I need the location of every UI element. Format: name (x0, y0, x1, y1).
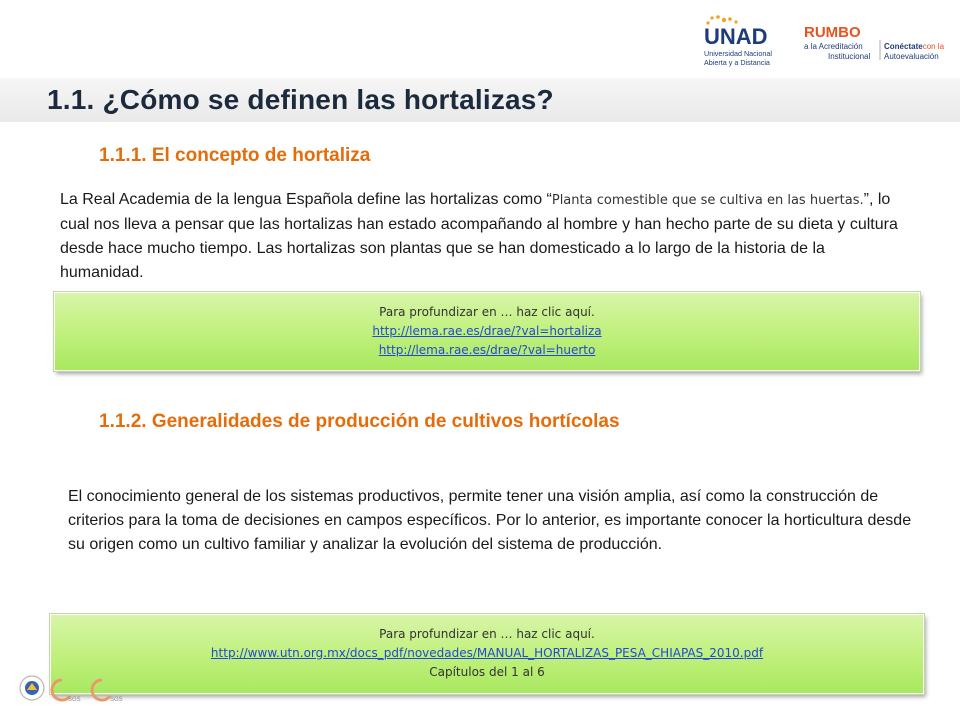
callout-intro-text: Para profundizar en … haz clic aquí. (379, 627, 595, 641)
rumbo-right-1b: con la (922, 42, 945, 51)
callout-chapters-note: Capítulos del 1 al 6 (429, 665, 545, 679)
sgs-certification-icon-2 (92, 680, 123, 703)
rumbo-right-2: Autoevaluación (884, 52, 939, 61)
svg-text:SGS: SGS (68, 697, 81, 703)
rumbo-acreditacion-logo (802, 20, 952, 68)
link-rae-huerto[interactable]: http://lema.rae.es/drae/?val=huerto (378, 343, 596, 357)
rumbo-right-1a: Conéctate (884, 42, 923, 51)
page-title: 1.1. ¿Cómo se definen las hortalizas? (47, 84, 554, 115)
definition-lead-text: La Real Academia de la lengua Española define las hortalizas como “ (60, 191, 552, 208)
svg-text:SGS: SGS (110, 697, 123, 703)
colombia-seal-icon (20, 676, 44, 700)
rumbo-line1: a la Acreditación (804, 42, 863, 51)
production-paragraph: El conocimiento general de los sistemas productivos, permite tener una visión amplia, así como la construcción de criterios para la toma de decisiones en campos específicos. Por lo anterior, es importante conocer la horticultura desde su origen como un cultivo familiar y analizar la evolución del sistema de producción. (68, 488, 912, 553)
rae-definition-quote: Planta comestible que se cultiva en las huertas. (551, 193, 864, 208)
footer-certification-logos (18, 670, 138, 710)
unad-line1: Universidad Nacional (704, 49, 772, 58)
callout-intro-text: Para profundizar en … haz clic aquí. (379, 305, 595, 319)
rumbo-wordmark: RUMBO (804, 24, 861, 41)
unad-logo (700, 8, 786, 70)
callout-box-manual (50, 614, 924, 694)
sgs-certification-icon-1 (52, 680, 81, 703)
section-heading-concepto: 1.1.1. El concepto de hortaliza (99, 145, 371, 166)
definition-trailing-text: ”, lo cual nos lleva a pensar que las hortalizas han estado acompañando al hombre y han hecho parte de su dieta y cultura desde hace mucho tiempo. Las hortalizas son plantas que se han domesticado a lo largo de la historia de la humanidad. (60, 191, 898, 281)
link-manual-hortalizas-pdf[interactable]: http://www.utn.org.mx/docs_pdf/novedades/MANUAL_HORTALIZAS_PESA_CHIAPAS_2010.pdf (210, 646, 764, 660)
section-heading-generalidades: 1.1.2. Generalidades de producción de cultivos hortícolas (99, 411, 620, 432)
unad-wordmark: UNAD (704, 24, 768, 49)
link-rae-hortaliza[interactable]: http://lema.rae.es/drae/?val=hortaliza (372, 324, 602, 338)
unad-line2: Abierta y a Distancia (704, 58, 770, 67)
svg-text:Conéctatecon la (884, 42, 945, 51)
definition-paragraph (60, 188, 902, 285)
rumbo-line2: Institucional (828, 52, 871, 61)
callout-box-rae (54, 292, 920, 371)
